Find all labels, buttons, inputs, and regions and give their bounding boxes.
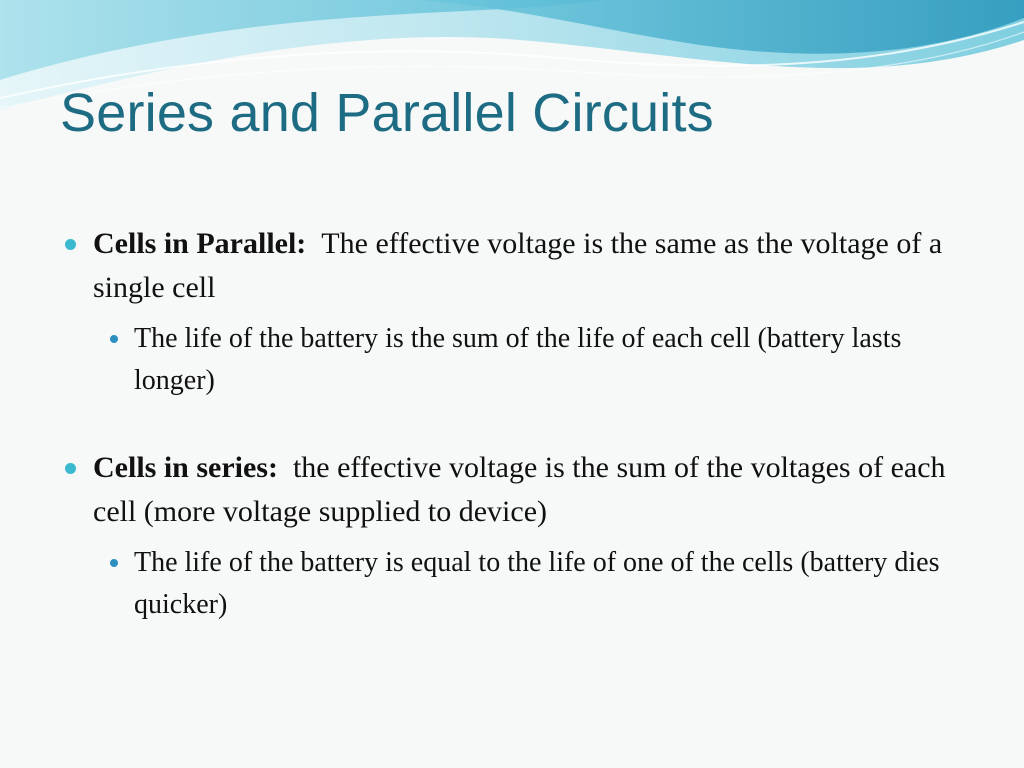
slide-title: Series and Parallel Circuits	[60, 83, 714, 143]
sub-bullet-text: The life of the battery is the sum of the life of each cell (battery lasts longer)	[134, 323, 902, 396]
sub-bullet-text: The life of the battery is equal to the life of one of the cells (battery dies quicker)	[134, 547, 940, 620]
bullet-list	[60, 222, 960, 626]
bullet-text: the effective voltage is the sum of the voltages of each cell (more voltage supplied to device)	[93, 451, 946, 528]
bullet-text: The effective voltage is the same as the voltage of a single cell	[93, 227, 943, 304]
sub-bullet-dot-icon	[110, 335, 118, 343]
bullet-lead-text: Cells in series:	[93, 451, 278, 484]
bullet-dot-icon	[65, 239, 76, 250]
sub-bullet-item	[107, 318, 960, 402]
sub-bullet-dot-icon	[110, 559, 118, 567]
bullet-item	[60, 222, 960, 310]
sub-bullet-item	[107, 542, 960, 626]
bullet-lead-text: Cells in Parallel:	[93, 227, 307, 260]
bullet-dot-icon	[65, 463, 76, 474]
bullet-block-parallel	[60, 222, 960, 402]
bullet-block-series	[60, 446, 960, 626]
bullet-item	[60, 446, 960, 534]
